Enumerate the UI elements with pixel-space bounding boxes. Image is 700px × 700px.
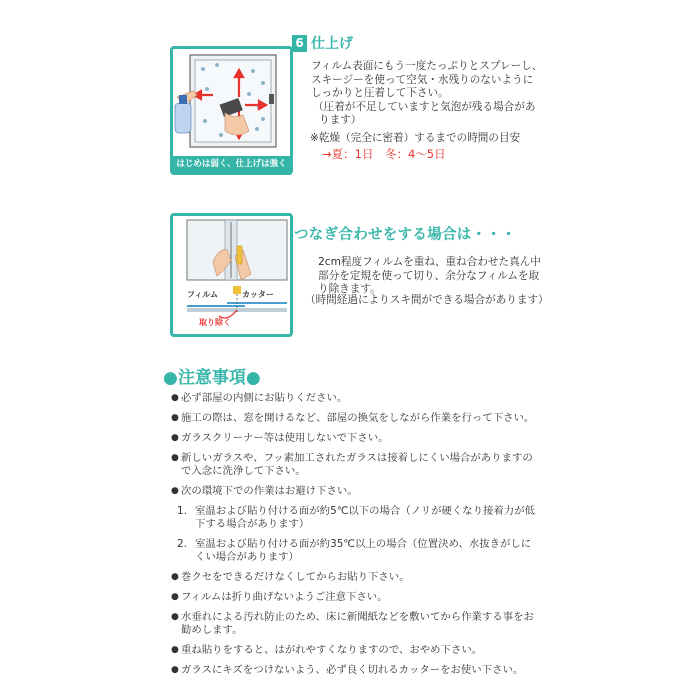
list-item: [171, 432, 691, 445]
list-item-text: 巻クセをできるだけなくしてからお貼り下さい。: [181, 571, 410, 583]
heading-dot-icon: ●: [163, 368, 178, 388]
list-item-text: 水垂れによる汚れ防止のため、床に新聞紙などを敷いてから作業する事をお勧めします。: [181, 611, 534, 636]
cautions-title: 注意事項: [177, 368, 246, 388]
sub-item-number: 1.: [177, 505, 187, 517]
list-item-text: 新しいガラスや、フッ素加工されたガラスは接着しにくい場合がありますので入念に洗浄して下さい。: [181, 452, 533, 477]
step-title: 仕上げ: [311, 36, 353, 52]
bullet-icon: ●: [171, 572, 179, 582]
step6-line: ります）: [319, 114, 362, 126]
list-item: [171, 571, 691, 584]
step6-line: フィルム表面にもう一度たっぷりとスプレーし、: [311, 60, 543, 72]
list-item: [171, 412, 691, 425]
step6-line: スキージーを使って空気・水残りのないように: [311, 73, 534, 86]
cautions-heading: [163, 363, 261, 388]
step6-line: （圧着が不足していますと気泡が残る場合があ: [313, 100, 536, 113]
bullet-icon: ●: [171, 645, 179, 655]
heading-dot-icon: ●: [245, 368, 261, 388]
sub-item-text: 室温および貼り付ける面が約5℃以下の場合（ノリが硬くなり接着力が低下する場合があります）: [195, 505, 535, 530]
list-item-text: 施工の際は、窓を開けるなど、部屋の換気をしながら作業を行って下さい。: [181, 412, 535, 424]
film-label: フィルム: [187, 290, 219, 299]
list-item-text: 重ね貼りをすると、はがれやすくなりますので、おやめ下さい。: [181, 644, 483, 656]
bullet-icon: ●: [171, 592, 179, 602]
cutter-label: カッター: [242, 290, 274, 299]
bullet-icon: ●: [171, 612, 179, 622]
bullet-icon: ●: [171, 433, 179, 443]
joining-line: 2cm程度フィルムを重ね、重ね合わせた真ん中: [318, 256, 541, 268]
bullet-icon: ●: [171, 393, 179, 403]
joining-title: つなぎ合わせをする場合は・・・: [294, 227, 516, 243]
drying-note: ※乾燥（完全に密着）するまでの時間の目安: [310, 132, 521, 144]
step6-instructions: [311, 60, 542, 128]
list-item-text: 必ず部屋の内側にお貼りください。: [181, 392, 348, 404]
sub-item-number: 2.: [177, 538, 187, 550]
bullet-icon: ●: [171, 413, 179, 423]
list-item: [171, 664, 691, 677]
list-item: [171, 644, 691, 657]
window-squeegee-drawing: [173, 49, 290, 156]
finishing-caption: はじめは弱く、仕上げは強く: [173, 156, 290, 172]
joining-illustration: [170, 213, 293, 337]
sub-list-item: [171, 538, 535, 564]
bullet-icon: ●: [171, 486, 179, 496]
step6-heading: [292, 33, 353, 53]
list-item-text: ガラスクリーナー等は使用しないで下さい。: [181, 432, 389, 444]
drying-time: →夏：1日 冬：4～5日: [322, 147, 446, 161]
sub-item-text: 室温および貼り付ける面が約35℃以上の場合（位置決め、水抜きがしにくい場合があります）: [195, 538, 532, 563]
joining-line: 部分を定規を使って切り、余分なフィルムを取: [318, 269, 540, 282]
finishing-illustration: [170, 46, 293, 175]
joining-line: り除きます。: [318, 283, 381, 295]
list-item: [171, 392, 691, 405]
list-item-text: ガラスにキズをつけないよう、必ず良く切れるカッターをお使い下さい。: [181, 664, 524, 676]
bullet-icon: ●: [171, 453, 179, 463]
step6-line: しっかりと圧着して下さい。: [311, 87, 449, 99]
bullet-icon: ●: [171, 665, 179, 675]
film-overlap-drawing: [173, 216, 290, 334]
list-item: [171, 591, 691, 604]
joining-instructions: [318, 256, 541, 297]
list-item: [171, 485, 691, 498]
list-item: [171, 452, 536, 478]
remove-label: 取り除く: [199, 318, 231, 327]
step-number-badge: 6: [292, 35, 307, 52]
cautions-list: [171, 392, 691, 684]
list-item: [171, 611, 536, 637]
list-item-text: 次の環境下での作業はお避け下さい。: [181, 485, 358, 497]
sub-list-item: [171, 505, 535, 531]
joining-note: （時間経過によりスキ間ができる場合があります）: [305, 294, 549, 306]
list-item-text: フィルムは折り曲げないようご注意下さい。: [181, 591, 388, 603]
